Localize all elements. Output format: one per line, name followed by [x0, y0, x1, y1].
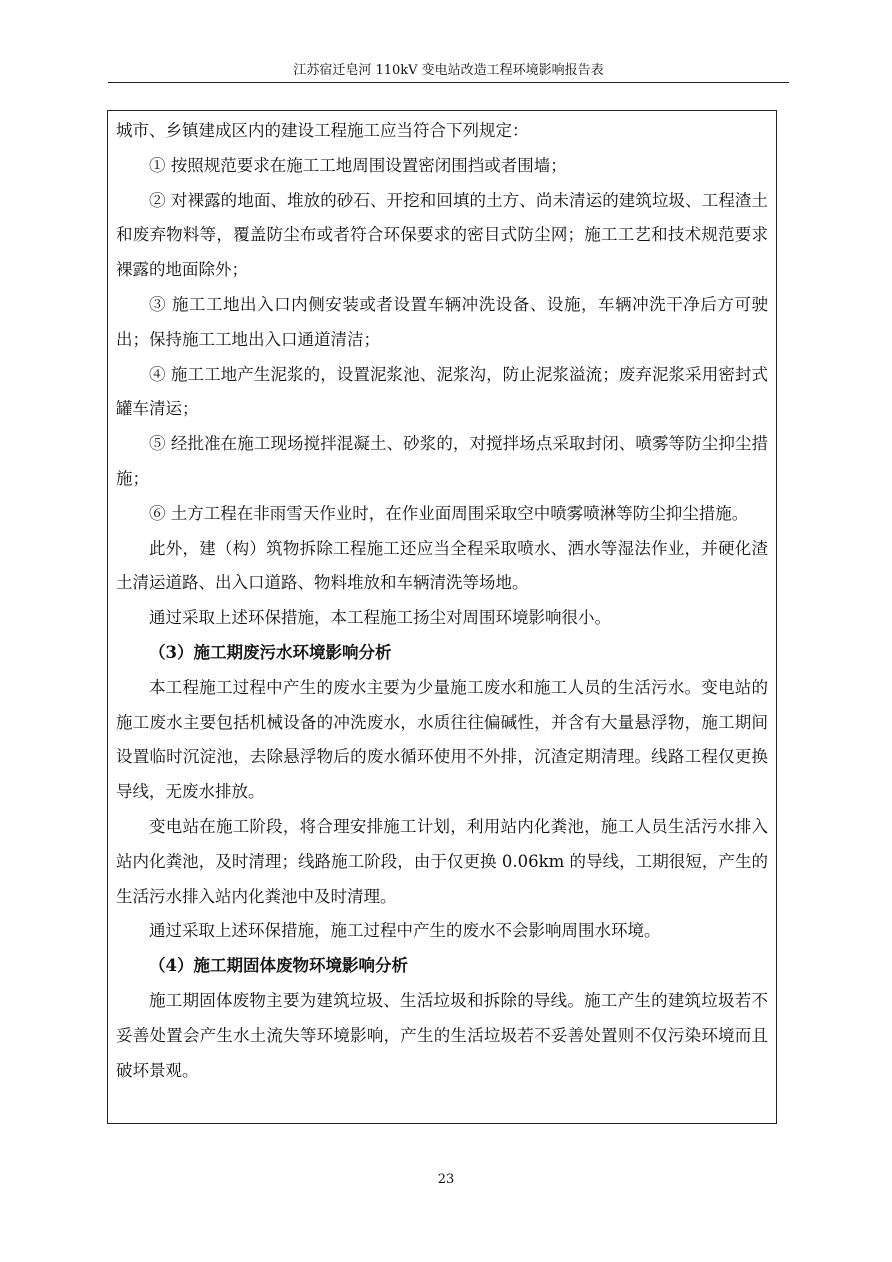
section-heading: （4）施工期固体废物环境影响分析 [149, 956, 408, 976]
paragraph: ③ 施工工地出入口内侧安装或者设置车辆冲洗设备、设施，车辆冲洗干净后方可驶出；保持施工工地出入口通道清洁； [116, 294, 768, 349]
paragraph: ② 对裸露的地面、堆放的砂石、开挖和回填的土方、尚未清运的建筑垃圾、工程渣土和废弃物料等，覆盖防尘布或者符合环保要求的密目式防尘网；施工工艺和技术规范要求裸露的地面除外； [116, 190, 768, 280]
paragraph: 城市、乡镇建成区内的建设工程施工应当符合下列规定： [116, 121, 529, 140]
paragraph: ④ 施工工地产生泥浆的，设置泥浆池、泥浆沟，防止泥浆溢流；废弃泥浆采用密封式罐车清运； [116, 364, 768, 419]
paragraph: ① 按照规范要求在施工工地周围设置密闭围挡或者围墙； [149, 155, 567, 175]
section-heading: （3）施工期废污水环境影响分析 [149, 642, 392, 662]
paragraph: 通过采取上述环保措施，本工程施工扬尘对周围环境影响很小。 [149, 608, 611, 628]
paragraph: 本工程施工过程中产生的废水主要为少量施工废水和施工人员的生活污水。变电站的施工废水主要包括机械设备的冲洗废水，水质往往偏碱性，并含有大量悬浮物，施工期间设置临时沉淀池，去除悬浮物后的废水循环使用不外排，沉渣定期清理。线路工程仅更换导线，无废水排放。 [116, 677, 768, 802]
paragraph: ⑥ 土方工程在非雨雪天作业时，在作业面周围采取空中喷雾喷淋等防尘抑尘措施。 [149, 503, 749, 523]
paragraph: ⑤ 经批准在施工现场搅拌混凝土、砂浆的，对搅拌场点采取封闭、喷雾等防尘抑尘措施； [116, 434, 768, 488]
paragraph: 通过采取上述环保措施，施工过程中产生的废水不会影响周围水环境。 [149, 921, 661, 941]
paragraph: 变电站在施工阶段，将合理安排施工计划，利用站内化粪池，施工人员生活污水排入站内化粪池，及时清理；线路施工阶段，由于仅更换 0.06km 的导线，工期很短，产生的生活污水排入站内化粪池中及时清理。 [116, 816, 768, 906]
page-number: 23 [437, 1172, 455, 1187]
paragraph: 此外，建（构）筑物拆除工程施工还应当全程采取喷水、洒水等湿法作业，并硬化渣土清运道路、出入口道路、物料堆放和车辆清洗等场地。 [116, 538, 768, 593]
paragraph: 施工期固体废物主要为建筑垃圾、生活垃圾和拆除的导线。施工产生的建筑垃圾若不妥善处置会产生水土流失等环境影响，产生的生活垃圾若不妥善处置则不仅污染环境而且破坏景观。 [116, 990, 768, 1080]
content-body [116, 114, 768, 1088]
page-header: 江苏宿迁皂河 110kV 变电站改造工程环境影响报告表 [108, 60, 789, 83]
